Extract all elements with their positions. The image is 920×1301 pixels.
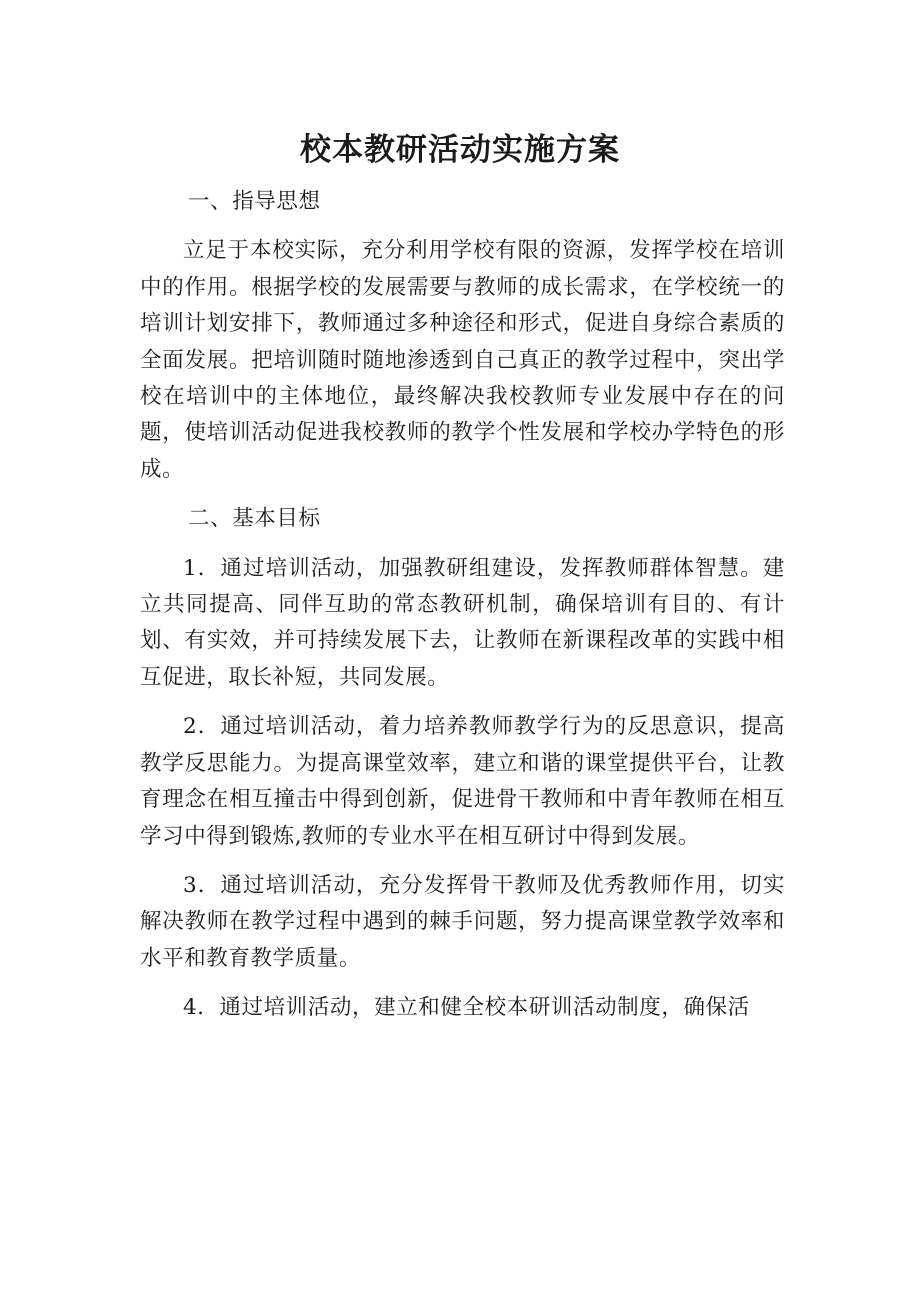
section-heading-goals: 二、基本目标	[188, 506, 321, 532]
goal-item-4: 4．通过培训活动，建立和健全校本研训活动制度，确保活	[183, 995, 750, 1021]
goal-item-1: 1．通过培训活动，加强教研组建设，发挥教师群体智慧。建立共同提高、同伴互助的常态教研机制，确保培训有目的、有计划、有实效，并可持续发展下去，让教师在新课程改革的实践中相互促进，取长补短，共同发展。	[140, 555, 785, 690]
guiding-paragraph: 立足于本校实际，充分利用学校有限的资源，发挥学校在培训中的作用。根据学校的发展需要与教师的成长需求，在学校统一的培训计划安排下，教师通过多种途径和形式，促进自身综合素质的全面发展。把培训随时随地渗透到自己真正的教学过程中，突出学校在培训中的主体地位，最终解决我校教师专业发展中存在的问题，使培训活动促进我校教师的教学个性发展和学校办学特色的形成。	[140, 238, 785, 482]
section-heading-guiding: 一、指导思想	[188, 189, 321, 214]
goal-item-2: 2．通过培训活动，着力培养教师教学行为的反思意识，提高教学反思能力。为提高课堂效率，建立和谐的课堂提供平台，让教育理念在相互撞击中得到创新，促进骨干教师和中青年教师在相互学习中得到锻炼,教师的专业水平在相互研讨中得到发展。	[140, 714, 785, 849]
goal-item-3: 3．通过培训活动，充分发挥骨干教师及优秀教师作用，切实解决教师在教学过程中遇到的棘手问题，努力提高课堂教学效率和水平和教育教学质量。	[140, 872, 785, 971]
document-title: 校本教研活动实施方案	[300, 132, 620, 168]
document-body	[140, 184, 785, 1040]
